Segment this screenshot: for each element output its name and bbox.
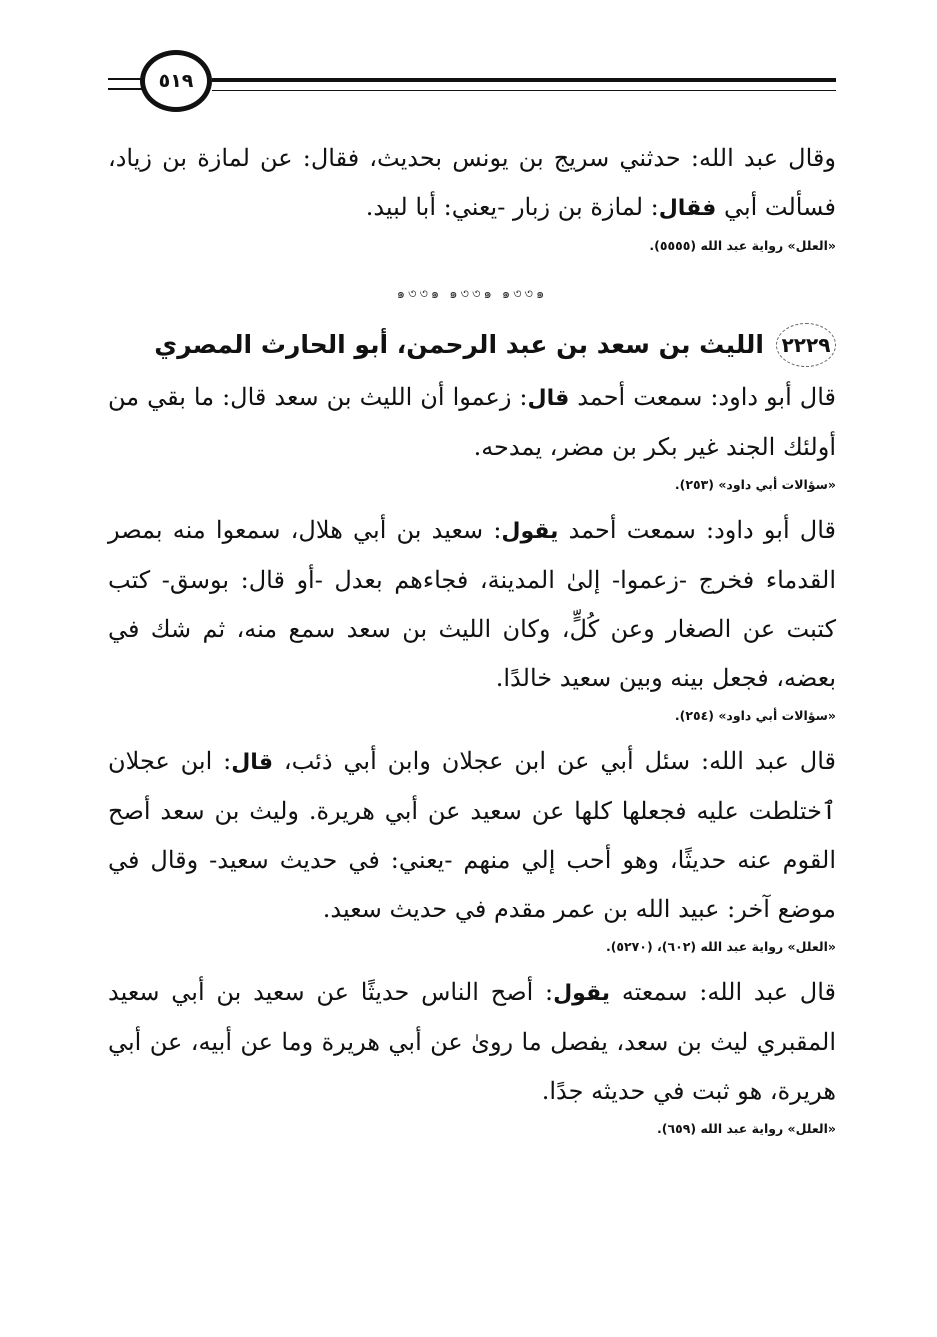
header-rule-left (108, 78, 142, 90)
entry-title: الليث بن سعد بن عبد الرحمن، أبو الحارث المصري (154, 330, 764, 359)
header-rule-right (212, 78, 836, 91)
paragraph-2: قال أبو داود: سمعت أحمد قال: زعموا أن الليث بن سعد قال: ما بقي من أولئك الجند غير بكر بن مضر، يمدحه. (108, 383, 836, 461)
source-citation-1: «العلل» رواية عبد الله (٥٥٥٥). (649, 238, 836, 253)
paragraph-5: قال عبد الله: سمعته يقول: أصح الناس حديثًا عن سعيد بن أبي سعيد المقبري ليث بن سعد، يفصل ما روىٰ عن أبي هريرة وما عن أبيه، عن أبي هريرة، هو ثبت في حديثه جدًا. (108, 978, 836, 1105)
source-citation-2: «سؤالات أبي داود» (٢٥٣). (674, 477, 836, 492)
page-header (0, 0, 937, 120)
entry-number-badge: ٢٢٢٩ (776, 323, 836, 367)
entry-header (108, 323, 836, 367)
page-body (108, 134, 836, 1150)
source-citation-5: «العلل» رواية عبد الله (٦٥٩). (657, 1121, 836, 1136)
paragraph-1: وقال عبد الله: حدثني سريج بن يونس بحديث، فقال: عن لمازة بن زياد، فسألت أبي فقال: لمازة بن زبار -يعني: أبا لبيد. (108, 144, 836, 221)
paragraph-3: قال أبو داود: سمعت أحمد يقول: سعيد بن أبي هلال، سمعوا منه بمصر القدماء فخرج -زعموا- إلىٰ المدينة، فجاءهم بعدل -أو قال: بوسق- كتب كتبت عن الصغار وعن كُلٍّ، وكان الليث بن سعد سمع منه، ثم شك في بعضه، فجعل بينه وبين سعيد خالدًا. (108, 516, 837, 692)
source-citation-3: «سؤالات أبي داود» (٢٥٤). (674, 708, 836, 723)
paragraph-4: قال عبد الله: سئل أبي عن ابن عجلان وابن أبي ذئب، قال: ابن عجلان ٱختلطت عليه فجعلها كلها عن سعيد عن أبي هريرة. وليث بن سعد أصح القوم عنه حديثًا، وهو أحب إلي منهم -يعني: في حديث سعيد- وقال في موضع آخر: عبيد الله بن عمر مقدم في حديث سعيد. (108, 747, 836, 923)
page-number: ٥١٩ (140, 50, 212, 112)
section-divider-ornament: ๑৩৩๑ ๑৩৩๑ ๑৩৩๑ (396, 287, 548, 302)
source-citation-4: «العلل» رواية عبد الله (٦٠٢)، (٥٢٧٠). (605, 939, 836, 954)
